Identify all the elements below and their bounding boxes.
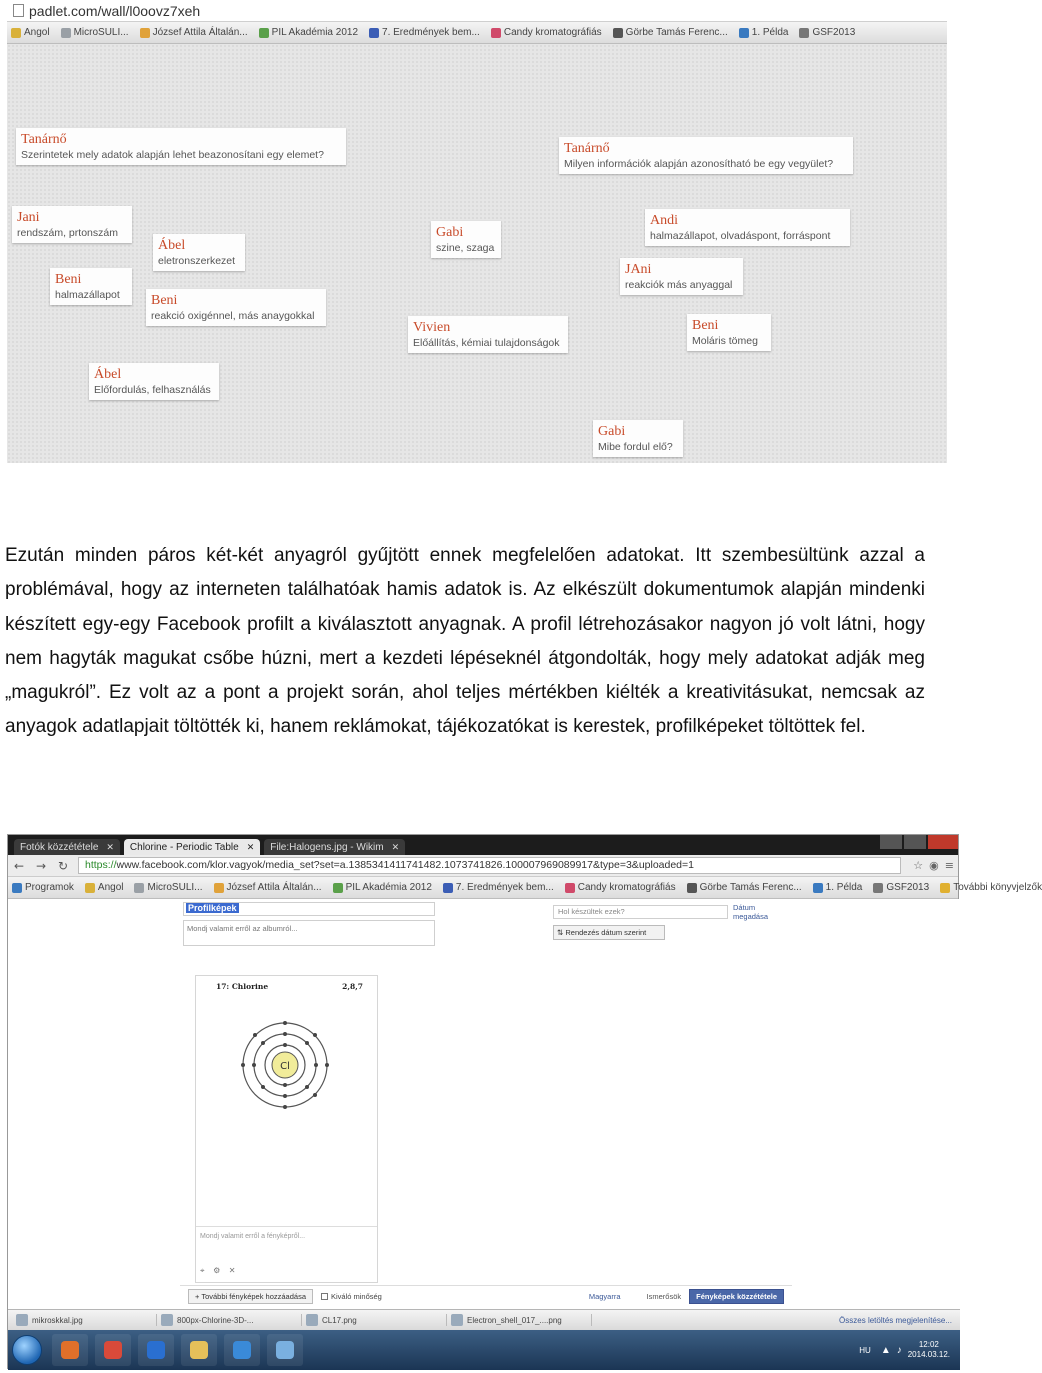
bookmark-icon — [11, 28, 21, 38]
bookmark-item[interactable] — [873, 882, 929, 893]
menu-icon[interactable]: ≡ — [944, 859, 954, 872]
bookmark-icon — [799, 28, 809, 38]
paint-taskbar-button[interactable] — [267, 1334, 303, 1366]
padlet-note[interactable] — [593, 420, 683, 457]
download-item[interactable] — [12, 1314, 157, 1326]
bookmark-icon — [134, 883, 144, 893]
back-arrow-icon[interactable]: ← — [13, 858, 25, 873]
extension-icon[interactable]: ◉ — [929, 859, 939, 872]
bookmark-label: PIL Akadémia 2012 — [345, 882, 432, 893]
bookmark-label: PIL Akadémia 2012 — [271, 27, 359, 38]
album-title-input[interactable] — [183, 902, 435, 916]
media-player-taskbar-button[interactable] — [138, 1334, 174, 1366]
note-author: Beni — [151, 293, 178, 308]
minimize-button[interactable] — [880, 835, 902, 849]
file-icon — [16, 1314, 28, 1326]
audience-selector[interactable]: Ismerősök — [646, 1292, 682, 1301]
address-bar[interactable] — [7, 0, 947, 22]
bookmark-icon — [565, 883, 575, 893]
electron-config: 2,8,7 — [342, 982, 363, 991]
bookmark-label: További könyvjelzők — [953, 882, 1042, 893]
clock[interactable] — [908, 1340, 950, 1360]
photo-card[interactable] — [195, 975, 378, 1283]
clock-date: 2014.03.12. — [907, 1350, 950, 1359]
bookmark-label: Angol — [24, 27, 50, 38]
maximize-button[interactable] — [904, 835, 926, 849]
note-author: Beni — [55, 272, 82, 287]
padlet-note[interactable] — [431, 221, 501, 258]
browser-tab[interactable] — [264, 839, 405, 855]
padlet-note[interactable] — [16, 128, 346, 165]
atom-diagram — [240, 1020, 330, 1110]
bookmark-icon — [259, 28, 269, 38]
note-author: JAni — [625, 262, 652, 277]
system-tray — [859, 1340, 960, 1360]
bookmark-item[interactable] — [214, 882, 322, 893]
bookmark-item[interactable] — [799, 27, 855, 38]
bookmark-item[interactable] — [739, 27, 789, 38]
paint-icon — [276, 1341, 294, 1359]
bookmark-item[interactable] — [565, 882, 676, 893]
window-close-button[interactable] — [928, 835, 958, 849]
padlet-note[interactable] — [89, 363, 219, 400]
clock-time: 12:02 — [918, 1340, 939, 1349]
note-text: halmazállapot, olvadáspont, forráspont — [650, 230, 831, 242]
gear-icon[interactable]: ⚙ — [213, 1266, 221, 1275]
bookmark-icon — [491, 28, 501, 38]
ie-taskbar-button[interactable] — [224, 1334, 260, 1366]
close-icon[interactable]: ✕ — [228, 1266, 236, 1275]
element-symbol: Cl — [280, 1061, 290, 1072]
note-text: Szerintetek mely adatok alapján lehet beazonosítani egy elemet? — [21, 149, 324, 161]
bookmark-item[interactable] — [813, 882, 863, 893]
note-text: szine, szaga — [436, 242, 495, 254]
bookmark-icon — [443, 883, 453, 893]
url-scheme: https:// — [85, 859, 117, 871]
note-author: Vivien — [413, 320, 451, 335]
padlet-note[interactable] — [153, 234, 245, 271]
padlet-note[interactable] — [146, 289, 326, 326]
note-author: Ábel — [158, 238, 186, 253]
photo-header — [196, 976, 377, 991]
tab-label: File:Halogens.jpg - Wikim — [270, 841, 384, 853]
volume-icon[interactable]: ♪ — [896, 1344, 902, 1356]
note-author: Ábel — [94, 367, 122, 382]
window-controls — [878, 835, 958, 855]
start-button[interactable] — [12, 1335, 42, 1365]
album-description-input[interactable]: Mondj valamit erről az albumról... — [183, 920, 435, 946]
bookmark-item[interactable] — [443, 882, 554, 893]
download-filename: Electron_shell_017_....png — [467, 1315, 562, 1325]
add-photos-button[interactable]: + További fényképek hozzáadása — [188, 1289, 313, 1304]
bookmark-label: GSF2013 — [886, 882, 930, 893]
downloads-bar — [8, 1309, 960, 1330]
download-filename: 800px-Chlorine-3D-... — [177, 1315, 254, 1325]
note-author: Tanárnő — [564, 141, 610, 156]
bookmark-icon — [369, 28, 379, 38]
note-text: Mibe fordul elő? — [598, 441, 673, 453]
bookmarks-bar — [8, 877, 1042, 899]
bookmark-label: Candy kromatográfiás — [503, 27, 602, 38]
download-filename: CL17.png — [322, 1315, 357, 1325]
browser-tab[interactable] — [14, 839, 120, 855]
bookmark-item[interactable] — [61, 27, 129, 38]
bookmark-label: GSF2013 — [812, 27, 856, 38]
tab-label: Chlorine - Periodic Table — [129, 841, 239, 853]
sort-icon: ⇅ — [557, 928, 566, 937]
note-text: Előállítás, kémiai tulajdonságok — [413, 337, 560, 349]
privacy-link[interactable]: Magyarra — [588, 1292, 621, 1301]
bookmark-item[interactable] — [369, 27, 480, 38]
bookmark-label: 1. Példa — [751, 27, 789, 38]
download-item[interactable] — [447, 1314, 592, 1326]
note-text: Előfordulás, felhasználás — [94, 384, 211, 396]
bookmark-item[interactable] — [85, 882, 124, 893]
bookmark-label: Candy kromatográfiás — [577, 882, 676, 893]
note-author: Gabi — [598, 424, 626, 439]
explorer-taskbar-button[interactable] — [181, 1334, 217, 1366]
padlet-note[interactable] — [12, 206, 132, 243]
bookmark-item[interactable] — [259, 27, 358, 38]
bookmark-item[interactable] — [940, 882, 1042, 893]
tab-strip — [8, 835, 958, 855]
padlet-wall[interactable] — [7, 44, 947, 463]
facebook-album-editor — [8, 899, 960, 1309]
page-icon — [13, 4, 24, 17]
reload-icon[interactable]: ↻ — [57, 858, 69, 873]
sort-label: Rendezés dátum szerint — [565, 928, 647, 937]
padlet-note[interactable] — [50, 268, 132, 305]
navigation-bar — [8, 855, 958, 877]
note-author: Beni — [692, 318, 719, 333]
high-quality-checkbox[interactable] — [321, 1292, 382, 1301]
firefox-taskbar-button[interactable] — [52, 1334, 88, 1366]
note-author: Andi — [650, 213, 678, 228]
download-item[interactable] — [157, 1314, 302, 1326]
bookmark-icon — [12, 883, 22, 893]
bookmark-icon — [214, 883, 224, 893]
toolbar-icons — [907, 859, 954, 872]
bookmark-icon — [333, 883, 343, 893]
checkbox-icon — [321, 1293, 328, 1300]
tag-icon[interactable]: ⌖ — [200, 1266, 205, 1275]
star-icon[interactable]: ☆ — [913, 859, 924, 872]
bookmark-item[interactable] — [140, 27, 248, 38]
address-bar[interactable] — [78, 857, 901, 874]
bookmark-item[interactable] — [687, 882, 802, 893]
network-icon[interactable]: ▲ — [880, 1344, 891, 1356]
note-text: Moláris tömeg — [692, 335, 758, 347]
date-link[interactable]: Dátum megadása — [733, 903, 769, 921]
ie-icon — [233, 1341, 251, 1359]
note-author: Gabi — [436, 225, 464, 240]
bookmark-label: 7. Eredmények bem... — [382, 27, 480, 38]
bookmark-icon — [813, 883, 823, 893]
file-icon — [451, 1314, 463, 1326]
url-text: www.facebook.com/klor.vagyok/media_set?set=a.1385341411741482.1073741826.100007969089917&type=3&uploaded=1 — [116, 859, 694, 871]
url-text[interactable]: padlet.com/wall/l0oovz7xeh — [29, 2, 201, 19]
note-author: Jani — [17, 210, 40, 225]
forward-arrow-icon[interactable]: → — [35, 858, 47, 873]
note-text: halmazállapot — [55, 289, 120, 301]
note-author: Tanárnő — [21, 132, 67, 147]
bookmark-item[interactable] — [11, 27, 50, 38]
close-icon[interactable]: ✕ — [246, 841, 255, 852]
padlet-note[interactable] — [620, 258, 743, 295]
media-player-icon — [147, 1341, 165, 1359]
file-icon — [306, 1314, 318, 1326]
language-indicator[interactable]: HU — [859, 1345, 871, 1355]
bookmark-label: Görbe Tamás Ferenc... — [625, 27, 728, 38]
bookmark-icon — [613, 28, 623, 38]
bookmark-label: József Attila Általán... — [152, 27, 248, 38]
bookmarks-bar — [7, 22, 947, 44]
padlet-note[interactable] — [559, 137, 853, 174]
note-text: rendszám, prtonszám — [17, 227, 118, 239]
bookmark-label: MicroSULI... — [73, 27, 129, 38]
close-icon[interactable]: ✕ — [106, 841, 114, 852]
padlet-note[interactable] — [408, 316, 568, 353]
facebook-screenshot — [7, 834, 1042, 1369]
chrome-icon — [104, 1341, 122, 1359]
photo-caption-input[interactable]: Mondj valamit erről a fényképről... — [196, 1226, 377, 1246]
publish-photos-button[interactable]: Fényképek közzététele — [689, 1289, 784, 1304]
browser-tab[interactable] — [124, 839, 260, 855]
close-icon[interactable]: ✕ — [391, 841, 400, 852]
note-text: reakciók más anyaggal — [625, 279, 733, 291]
location-input[interactable]: Hol készültek ezek? — [553, 905, 728, 919]
bookmark-label: 7. Eredmények bem... — [455, 882, 554, 893]
body-paragraph: Ezután minden páros két-két anyagról gyűjtött ennek megfelelően adatokat. Itt szembesültünk azzal a problémával, hogy az interneten találhatóak hamis adatok is. Az elkészült dokumentumok alapján mindenki készített egy-egy Facebook profilt a kiválasztott anyagnak. A profil létrehozásakor nagyon jó volt látni, hogy nem hagyták magukat csőbe húzni, mert a kezdeti lépéseknél átgondolták, hogy mely adatokat adják meg „magukról”. Ez volt az a pont a projekt során, ahol teljes mértékben kiélték a kreativitásukat, nemcsak az anyagok adatlapjait töltötték ki, hanem reklámokat, tájékozatókat is kerestek, profilképeket töltöttek fel. — [5, 545, 925, 738]
chrome-taskbar-button[interactable] — [95, 1334, 131, 1366]
note-text: reakció oxigénnel, más anaygokkal — [151, 310, 315, 322]
bookmark-icon — [940, 883, 950, 893]
bookmark-label: MicroSULI... — [147, 882, 203, 893]
bookmark-item[interactable] — [134, 882, 202, 893]
padlet-note[interactable] — [687, 314, 771, 351]
bookmark-icon — [687, 883, 697, 893]
windows-taskbar — [8, 1330, 960, 1370]
bookmark-icon — [873, 883, 883, 893]
bookmark-icon — [61, 28, 71, 38]
show-all-downloads-link[interactable]: Összes letöltés megjelenítése... — [839, 1315, 952, 1325]
bookmark-icon — [739, 28, 749, 38]
file-icon — [161, 1314, 173, 1326]
photo-actions — [200, 1266, 241, 1276]
bookmark-label: 1. Példa — [825, 882, 863, 893]
element-name: 17: Chlorine — [216, 982, 269, 991]
bookmark-label: Görbe Tamás Ferenc... — [699, 882, 802, 893]
padlet-screenshot — [7, 0, 947, 463]
download-item[interactable] — [302, 1314, 447, 1326]
bookmark-item[interactable] — [12, 882, 74, 893]
bookmark-label: Programok — [25, 882, 74, 893]
sort-by-date-button[interactable] — [553, 925, 665, 940]
album-title-text: Profilképek — [188, 903, 237, 913]
download-filename: mikroskkal.jpg — [32, 1315, 83, 1325]
album-action-bar — [180, 1285, 792, 1307]
tab-label: Fotók közzététele — [20, 841, 99, 853]
bookmark-item[interactable] — [491, 27, 602, 38]
bookmark-icon — [85, 883, 95, 893]
padlet-note[interactable] — [645, 209, 850, 246]
note-text: Milyen információk alapján azonosítható be egy vegyület? — [564, 158, 834, 170]
bookmark-icon — [140, 28, 150, 38]
firefox-icon — [61, 1341, 79, 1359]
bookmark-item[interactable] — [613, 27, 728, 38]
bookmark-label: Angol — [97, 882, 124, 893]
note-text: eletronszerkezet — [158, 255, 236, 267]
explorer-icon — [190, 1341, 208, 1359]
bookmark-label: József Attila Általán... — [226, 882, 322, 893]
bookmark-item[interactable] — [333, 882, 432, 893]
hq-label: Kiváló minőség — [330, 1292, 382, 1301]
